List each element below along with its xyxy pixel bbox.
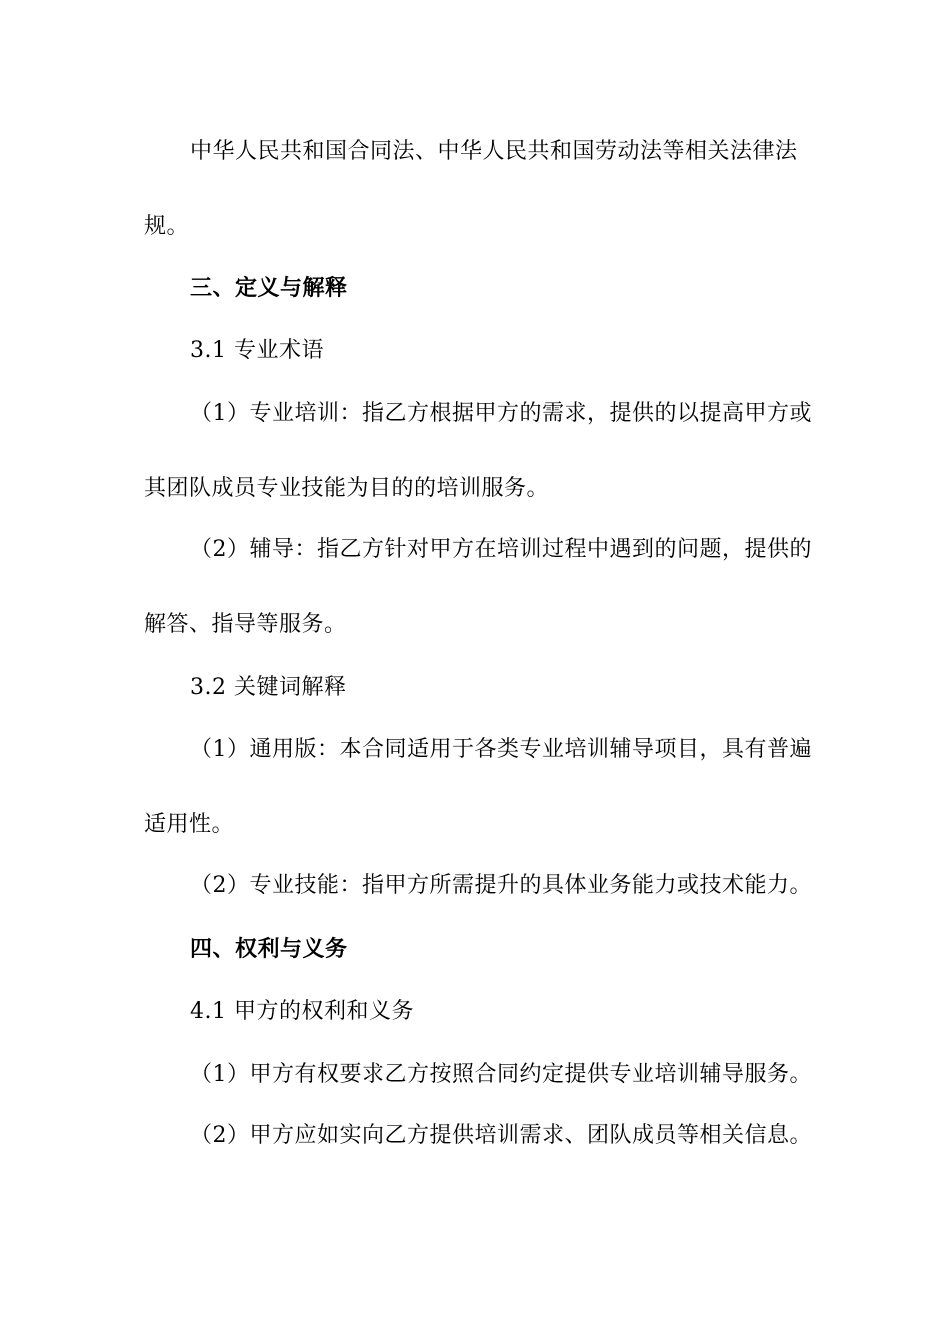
paragraph-law-reference-line2: 规。 [144, 214, 190, 239]
subsection-heading-3-2: 3.2 关键词解释 [190, 675, 347, 700]
keyword-item-1-line1: （1）通用版：本合同适用于各类专业培训辅导项目，具有普遍 [190, 737, 812, 762]
subsection-heading-3-1: 3.1 专业术语 [190, 338, 324, 363]
keyword-item-2: （2）专业技能：指甲方所需提升的具体业务能力或技术能力。 [190, 873, 812, 898]
section-heading-3: 三、定义与解释 [190, 275, 348, 301]
definition-item-2-line1: （2）辅导：指乙方针对甲方在培训过程中遇到的问题，提供的 [190, 537, 812, 562]
definition-item-1-line1: （1）专业培训：指乙方根据甲方的需求，提供的以提高甲方或 [190, 401, 812, 426]
paragraph-law-reference-line1: 中华人民共和国合同法、中华人民共和国劳动法等相关法律法 [190, 139, 798, 164]
keyword-item-1-line2: 适用性。 [144, 812, 235, 837]
definition-item-2-line2: 解答、指导等服务。 [144, 612, 347, 637]
obligation-item-2: （2）甲方应如实向乙方提供培训需求、团队成员等相关信息。 [190, 1123, 812, 1148]
section-heading-4: 四、权利与义务 [190, 936, 348, 962]
subsection-heading-4-1: 4.1 甲方的权利和义务 [190, 999, 414, 1024]
definition-item-1-line2: 其团队成员专业技能为目的的培训服务。 [144, 476, 550, 501]
obligation-item-1: （1）甲方有权要求乙方按照合同约定提供专业培训辅导服务。 [190, 1062, 812, 1087]
